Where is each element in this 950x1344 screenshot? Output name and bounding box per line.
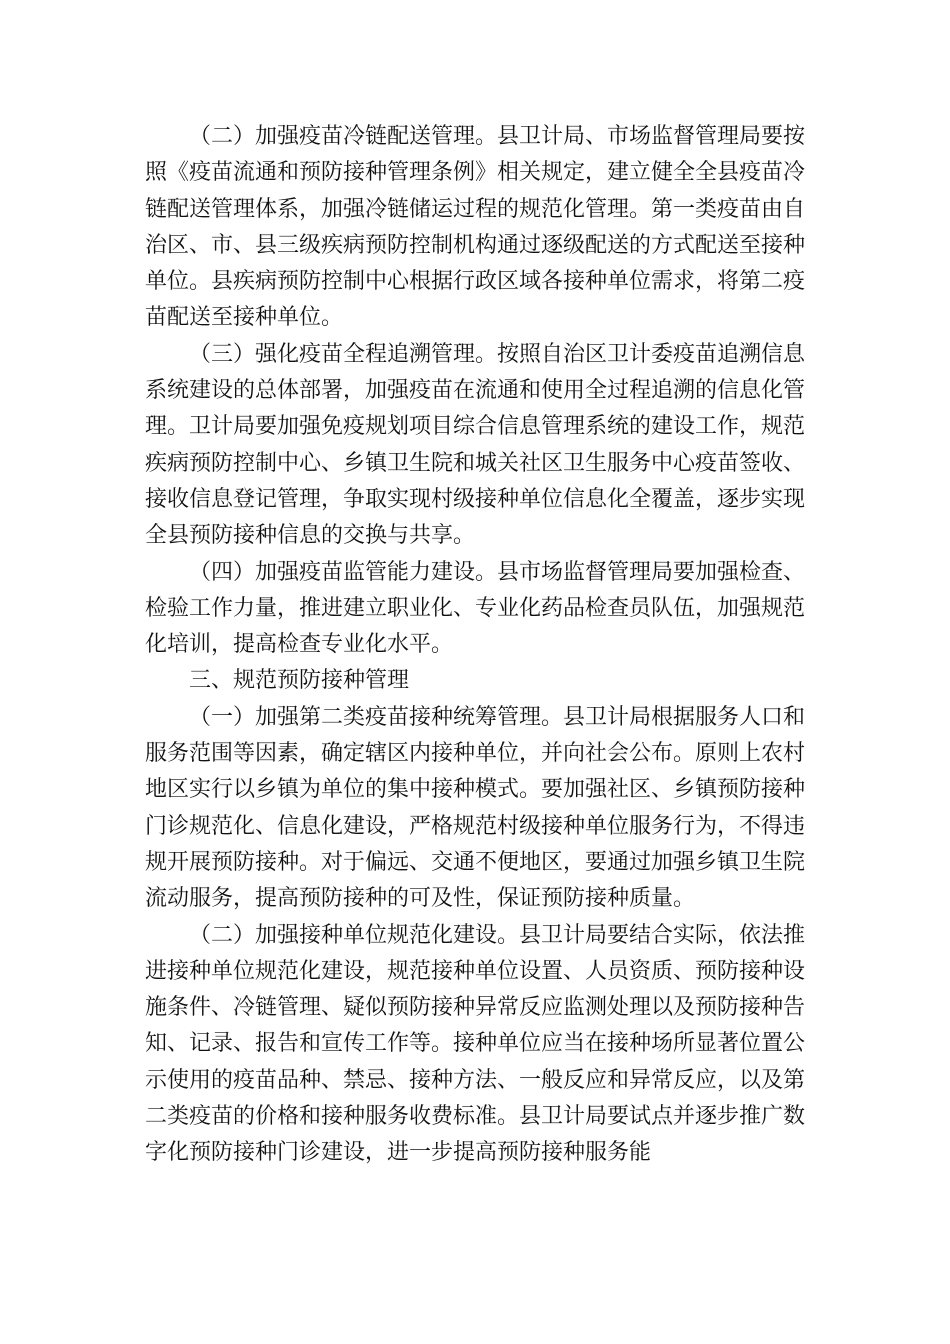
paragraph-second-class-vaccine: （一）加强第二类疫苗接种统筹管理。县卫计局根据服务人口和服务范围等因素，确定辖区内接种单位，并向社会公布。原则上农村地区实行以乡镇为单位的集中接种模式。要加强社区、乡镇预防接种门诊规范化、信息化建设，严格规范村级接种单位服务行为，不得违规开展预防接种。对于偏远、交通不便地区，要通过加强乡镇卫生院流动服务，提高预防接种的可及性，保证预防接种质量。 [145, 704, 806, 912]
paragraph-traceability: （三）强化疫苗全程追溯管理。按照自治区卫计委疫苗追溯信息系统建设的总体部署，加强疫苗在流通和使用全过程追溯的信息化管理。卫计局要加强免疫规划项目综合信息管理系统的建设工作，规范疾病预防控制中心、乡镇卫生院和城关社区卫生服务中心疫苗签收、接收信息登记管理，争取实现村级接种单位信息化全覆盖，逐步实现全县预防接种信息的交换与共享。 [145, 341, 806, 549]
document-body [145, 119, 805, 1172]
paragraph-supervision-capacity: （四）加强疫苗监管能力建设。县市场监督管理局要加强检查、检验工作力量，推进建立职业化、专业化药品检查员队伍，加强规范化培训，提高检查专业化水平。 [145, 559, 806, 658]
paragraph-unit-standardization: （二）加强接种单位规范化建设。县卫计局要结合实际，依法推进接种单位规范化建设，规范接种单位设置、人员资质、预防接种设施条件、冷链管理、疑似预防接种异常反应监测处理以及预防接种告知、记录、报告和宣传工作等。接种单位应当在接种场所显著位置公示使用的疫苗品种、禁忌、接种方法、一般反应和异常反应，以及第二类疫苗的价格和接种服务收费标准。县卫计局要试点并逐步推广数字化预防接种门诊建设，进一步提高预防接种服务能 [145, 922, 806, 1166]
paragraph-cold-chain-delivery: （二）加强疫苗冷链配送管理。县卫计局、市场监督管理局要按照《疫苗流通和预防接种管理条例》相关规定，建立健全全县疫苗冷链配送管理体系，加强冷链储运过程的规范化管理。第一类疫苗由自治区、市、县三级疾病预防控制机构通过逐级配送的方式配送至接种单位。县疾病预防控制中心根据行政区域各接种单位需求，将第二疫苗配送至接种单位。 [145, 124, 806, 331]
section-heading-vaccination-management: 三、规范预防接种管理 [189, 668, 410, 694]
